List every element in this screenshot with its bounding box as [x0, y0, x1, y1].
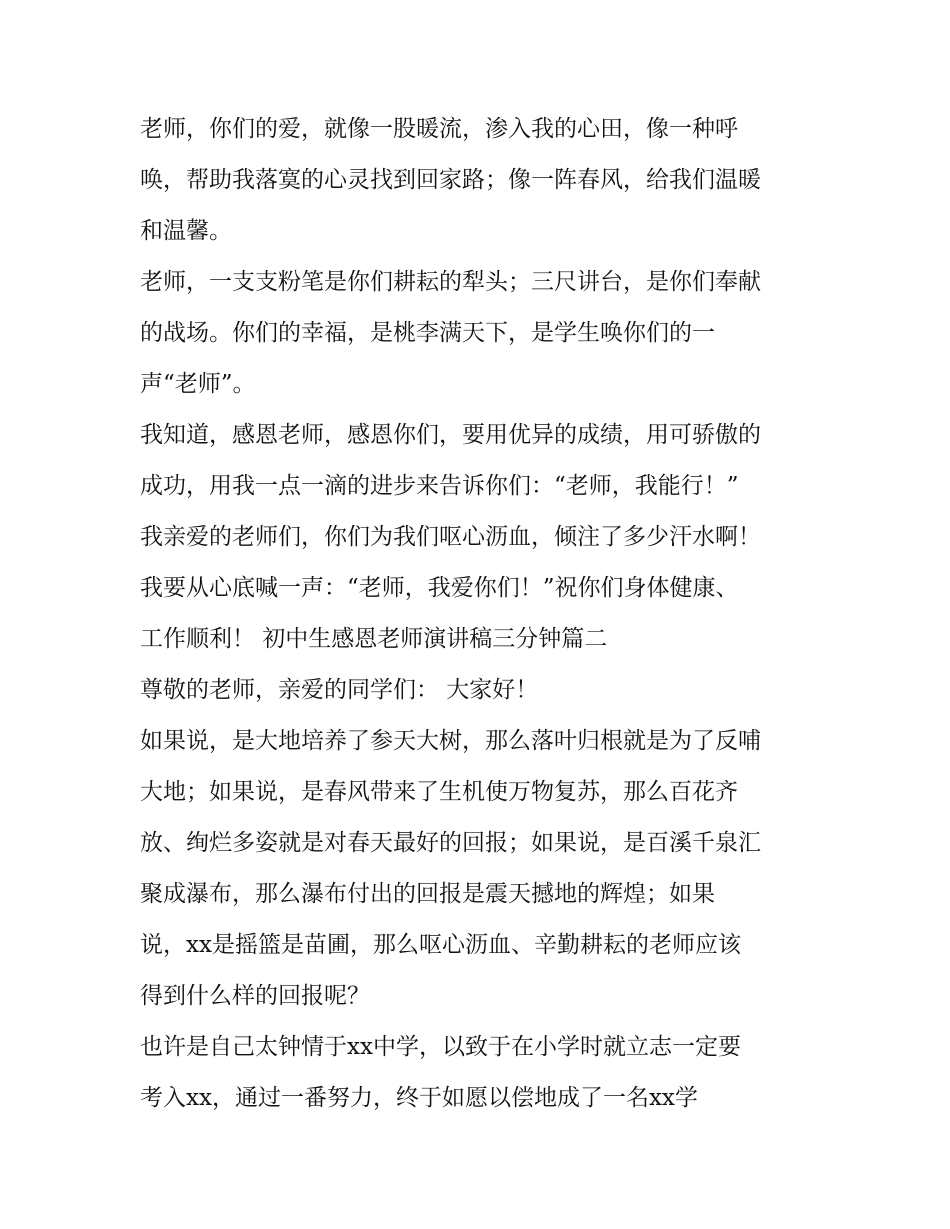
text-line: 我亲爱的老师们，你们为我们呕心沥血，倾注了多少汗水啊！ [140, 524, 761, 550]
text-line: 的战场。你们的幸福，是桃李满天下，是学生唤你们的一 [140, 320, 715, 346]
text-line: 大地；如果说，是春风带来了生机使万物复苏，那么百花齐 [140, 779, 738, 805]
text-line: 声“老师”。 [140, 371, 256, 397]
text-line: 尊敬的老师，亲爱的同学们： 大家好！ [140, 677, 539, 703]
text-line: 和温馨。 [140, 218, 232, 244]
text-line: 说，xx是摇篮是苗圃，那么呕心沥血、辛勤耕耘的老师应该 [140, 932, 741, 958]
text-line: 也许是自己太钟情于xx中学，以致于在小学时就立志一定要 [140, 1034, 741, 1060]
text-line: 老师，一支支粉笔是你们耕耘的犁头；三尺讲台，是你们奉献 [140, 269, 761, 295]
text-line: 得到什么样的回报呢？ [140, 983, 370, 1009]
text-line: 我要从心底喊一声：“老师，我爱你们！”祝你们身体健康、 [140, 575, 739, 601]
document-body [140, 104, 820, 1124]
text-line: 老师，你们的爱，就像一股暖流，渗入我的心田，像一种呼 [140, 116, 738, 142]
text-line: 放、绚烂多姿就是对春天最好的回报；如果说，是百溪千泉汇 [140, 830, 761, 856]
text-line: 工作顺利！ 初中生感恩老师演讲稿三分钟篇二 [140, 626, 608, 652]
text-line: 唤，帮助我落寞的心灵找到回家路；像一阵春风，给我们温暖 [140, 167, 761, 193]
text-line: 成功，用我一点一滴的进步来告诉你们：“老师，我能行！” [140, 473, 739, 499]
text-line: 考入xx，通过一番努力，终于如愿以偿地成了一名xx学 [140, 1085, 698, 1111]
text-line: 如果说，是大地培养了参天大树，那么落叶归根就是为了反哺 [140, 728, 761, 754]
text-line: 聚成瀑布，那么瀑布付出的回报是震天撼地的辉煌；如果 [140, 881, 715, 907]
text-line: 我知道，感恩老师，感恩你们，要用优异的成绩，用可骄傲的 [140, 422, 761, 448]
